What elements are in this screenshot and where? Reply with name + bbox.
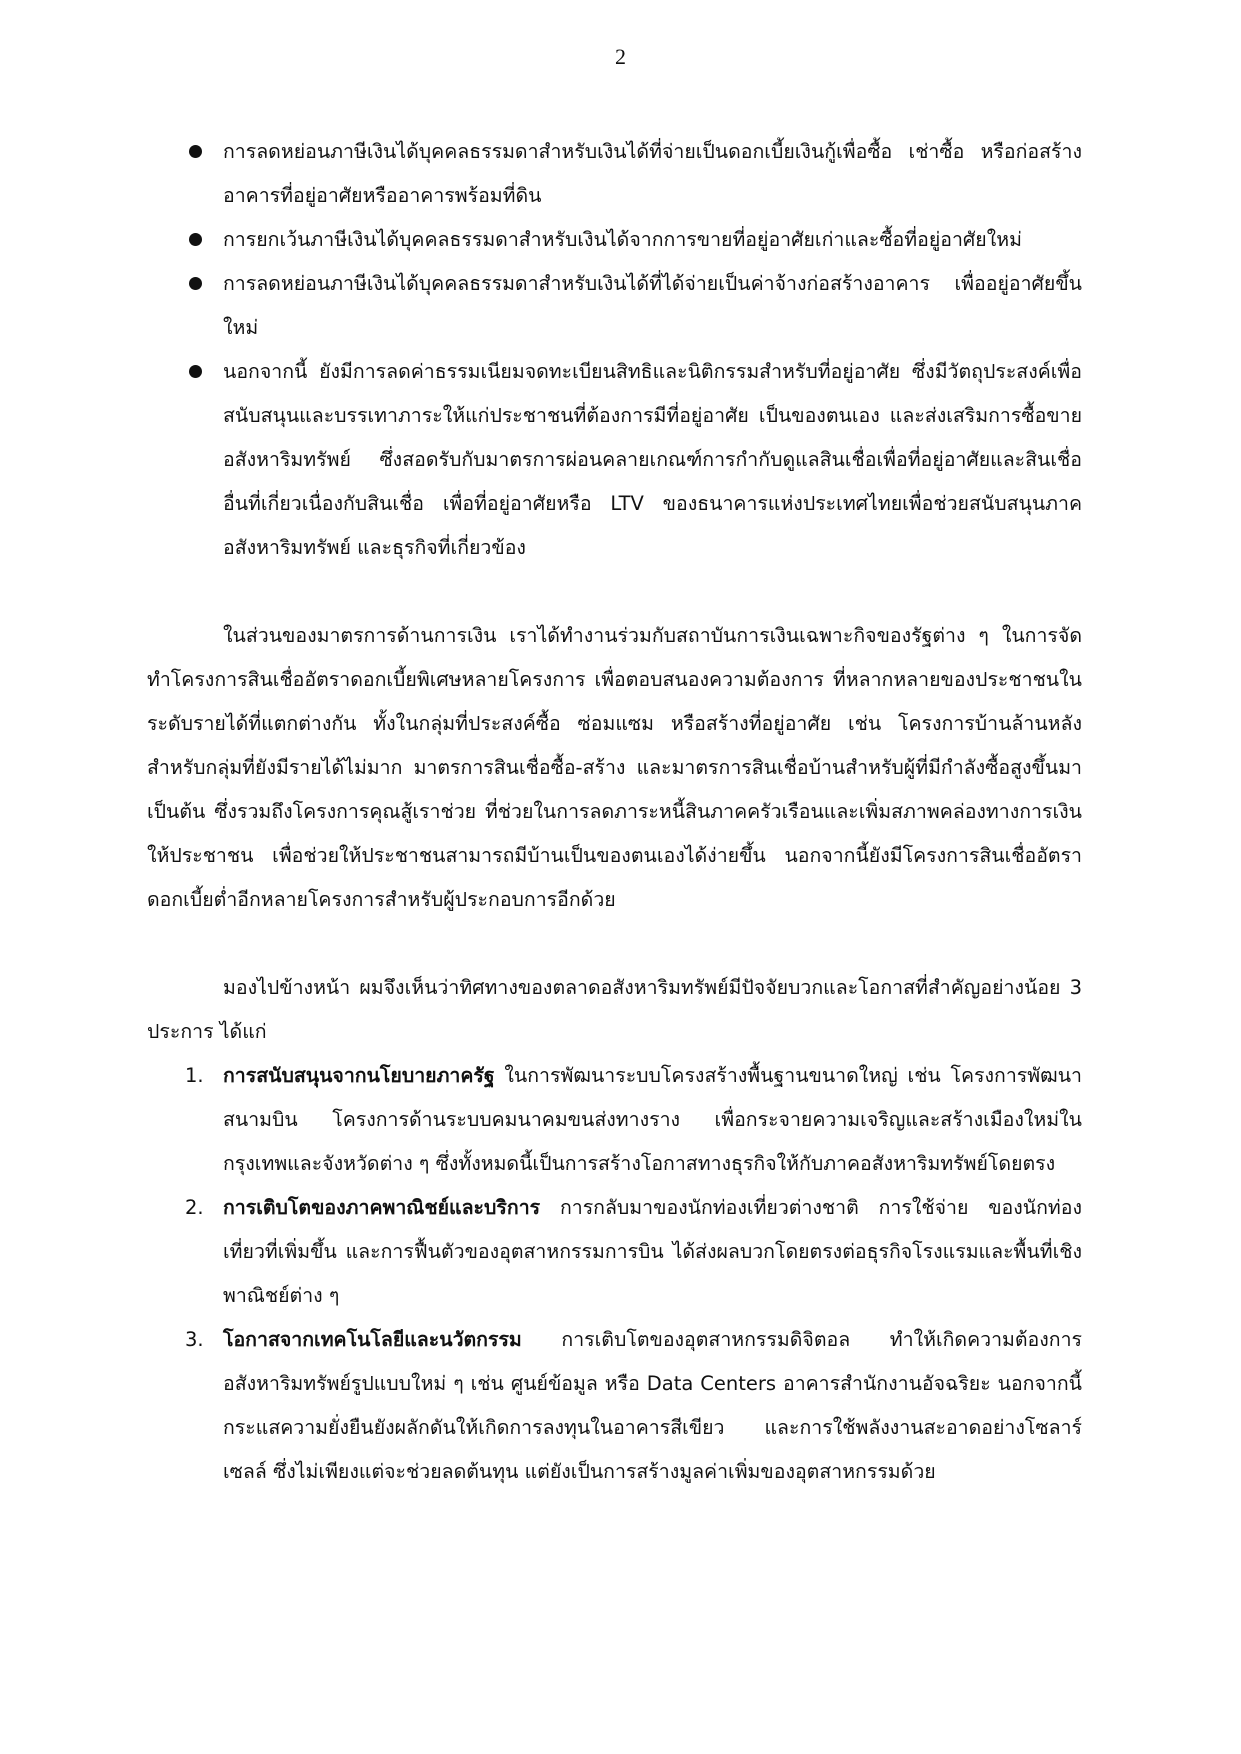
bullet-icon [189, 233, 202, 246]
list-item-text: การยกเว้นภาษีเงินได้บุคคลธรรมดาสำหรับเงินได้จากการขายที่อยู่อาศัยเก่าและซื้อที่อยู่อาศัยใหม่ [223, 228, 1022, 251]
list-item-title: การเติบโตของภาคพาณิชย์และบริการ [223, 1196, 541, 1219]
list-item-text: การกลับมาของนักท่องเที่ยวต่างชาติ การใช้จ่าย ของนักท่องเที่ยวที่เพิ่มขึ้น และการฟื้นตัวของอุตสาหกรรมการบิน ได้ส่งผลบวกโดยตรงต่อธุรกิจโรงแรมและพื้นที่เชิงพาณิชย์ต่าง ๆ [223, 1196, 1082, 1307]
list-item-number: 2. [185, 1196, 204, 1219]
list-item-number: 1. [185, 1064, 204, 1087]
positive-factors-list [147, 1054, 1082, 1494]
bullet-icon [189, 365, 202, 378]
list-item-title: โอกาสจากเทคโนโลยีและนวัตกรรม [223, 1328, 522, 1351]
tax-measures-list [147, 130, 1082, 570]
list-item-text: ในการพัฒนาระบบโครงสร้างพื้นฐานขนาดใหญ่ เช่น โครงการพัฒนาสนามบิน โครงการด้านระบบคมนาคมขนส่งทางราง เพื่อกระจายความเจริญและสร้างเมืองใหม่ในกรุงเทพและจังหวัดต่าง ๆ ซึ่งทั้งหมดนี้เป็นการสร้างโอกาสทางธุรกิจให้กับภาคอสังหาริมทรัพย์โดยตรง [223, 1064, 1082, 1175]
list-item [147, 262, 1082, 350]
list-item [147, 130, 1082, 218]
list-item-title: การสนับสนุนจากนโยบายภาครัฐ [223, 1064, 495, 1087]
list-item [147, 218, 1082, 262]
page-number: 2 [615, 44, 626, 69]
bullet-icon [189, 277, 202, 290]
list-item [147, 1318, 1082, 1494]
list-item-text: นอกจากนี้ ยังมีการลดค่าธรรมเนียมจดทะเบียนสิทธิและนิติกรรมสำหรับที่อยู่อาศัย ซึ่งมีวัตถุประสงค์เพื่อสนับสนุนและบรรเทาภาระให้แก่ประชาชนที่ต้องการมีที่อยู่อาศัย เป็นของตนเอง และส่งเสริมการซื้อขายอสังหาริมทรัพย์ ซึ่งสอดรับกับมาตรการผ่อนคลายเกณฑ์การกำกับดูแลสินเชื่อเพื่อที่อยู่อาศัยและสินเชื่ออื่นที่เกี่ยวเนื่องกับสินเชื่อ เพื่อที่อยู่อาศัยหรือ LTV ของธนาคารแห่งประเทศไทยเพื่อช่วยสนับสนุนภาคอสังหาริมทรัพย์ และธุรกิจที่เกี่ยวข้อง [223, 360, 1082, 559]
list-item [147, 1186, 1082, 1318]
list-item-number: 3. [185, 1328, 204, 1351]
bullet-icon [189, 145, 202, 158]
page-content [147, 130, 1082, 1494]
list-item [147, 1054, 1082, 1186]
financial-measures-paragraph: ในส่วนของมาตรการด้านการเงิน เราได้ทำงานร่วมกับสถาบันการเงินเฉพาะกิจของรัฐต่าง ๆ ในการจัดทำโครงการสินเชื่ออัตราดอกเบี้ยพิเศษหลายโครงการ เพื่อตอบสนองความต้องการ ที่หลากหลายของประชาชนในระดับรายได้ที่แตกต่างกัน ทั้งในกลุ่มที่ประสงค์ซื้อ ซ่อมแซม หรือสร้างที่อยู่อาศัย เช่น โครงการบ้านล้านหลังสำหรับกลุ่มที่ยังมีรายได้ไม่มาก มาตรการสินเชื่อซื้อ-สร้าง และมาตรการสินเชื่อบ้านสำหรับผู้ที่มีกำลังซื้อสูงขึ้นมา เป็นต้น ซึ่งรวมถึงโครงการคุณสู้เราช่วย ที่ช่วยในการลดภาระหนี้สินภาคครัวเรือนและเพิ่มสภาพคล่องทางการเงินให้ประชาชน เพื่อช่วยให้ประชาชนสามารถมีบ้านเป็นของตนเองได้ง่ายขึ้น นอกจากนี้ยังมีโครงการสินเชื่ออัตราดอกเบี้ยต่ำอีกหลายโครงการสำหรับผู้ประกอบการอีกด้วย [147, 624, 1082, 911]
list-item-text: การเติบโตของอุตสาหกรรมดิจิตอล ทำให้เกิดความต้องการอสังหาริมทรัพย์รูปแบบใหม่ ๆ เช่น ศูนย์ข้อมูล หรือ Data Centers อาคารสำนักงานอัจฉริยะ นอกจากนี้ กระแสความยั่งยืนยังผลักดันให้เกิดการลงทุนในอาคารสีเขียว และการใช้พลังงานสะอาดอย่างโซลาร์เซลล์ ซึ่งไม่เพียงแต่จะช่วยลดต้นทุน แต่ยังเป็นการสร้างมูลค่าเพิ่มของอุตสาหกรรมด้วย [223, 1328, 1082, 1483]
outlook-paragraph: มองไปข้างหน้า ผมจึงเห็นว่าทิศทางของตลาดอสังหาริมทรัพย์มีปัจจัยบวกและโอกาสที่สำคัญอย่างน้อย 3 ประการ ได้แก่ [147, 976, 1082, 1043]
list-item-text: การลดหย่อนภาษีเงินได้บุคคลธรรมดาสำหรับเงินได้ที่ได้จ่ายเป็นค่าจ้างก่อสร้างอาคาร เพื่ออยู่อาศัยขึ้นใหม่ [223, 272, 1082, 339]
list-item [147, 350, 1082, 570]
list-item-text: การลดหย่อนภาษีเงินได้บุคคลธรรมดาสำหรับเงินได้ที่จ่ายเป็นดอกเบี้ยเงินกู้เพื่อซื้อ เช่าซื้อ หรือก่อสร้างอาคารที่อยู่อาศัยหรืออาคารพร้อมที่ดิน [223, 140, 1082, 207]
